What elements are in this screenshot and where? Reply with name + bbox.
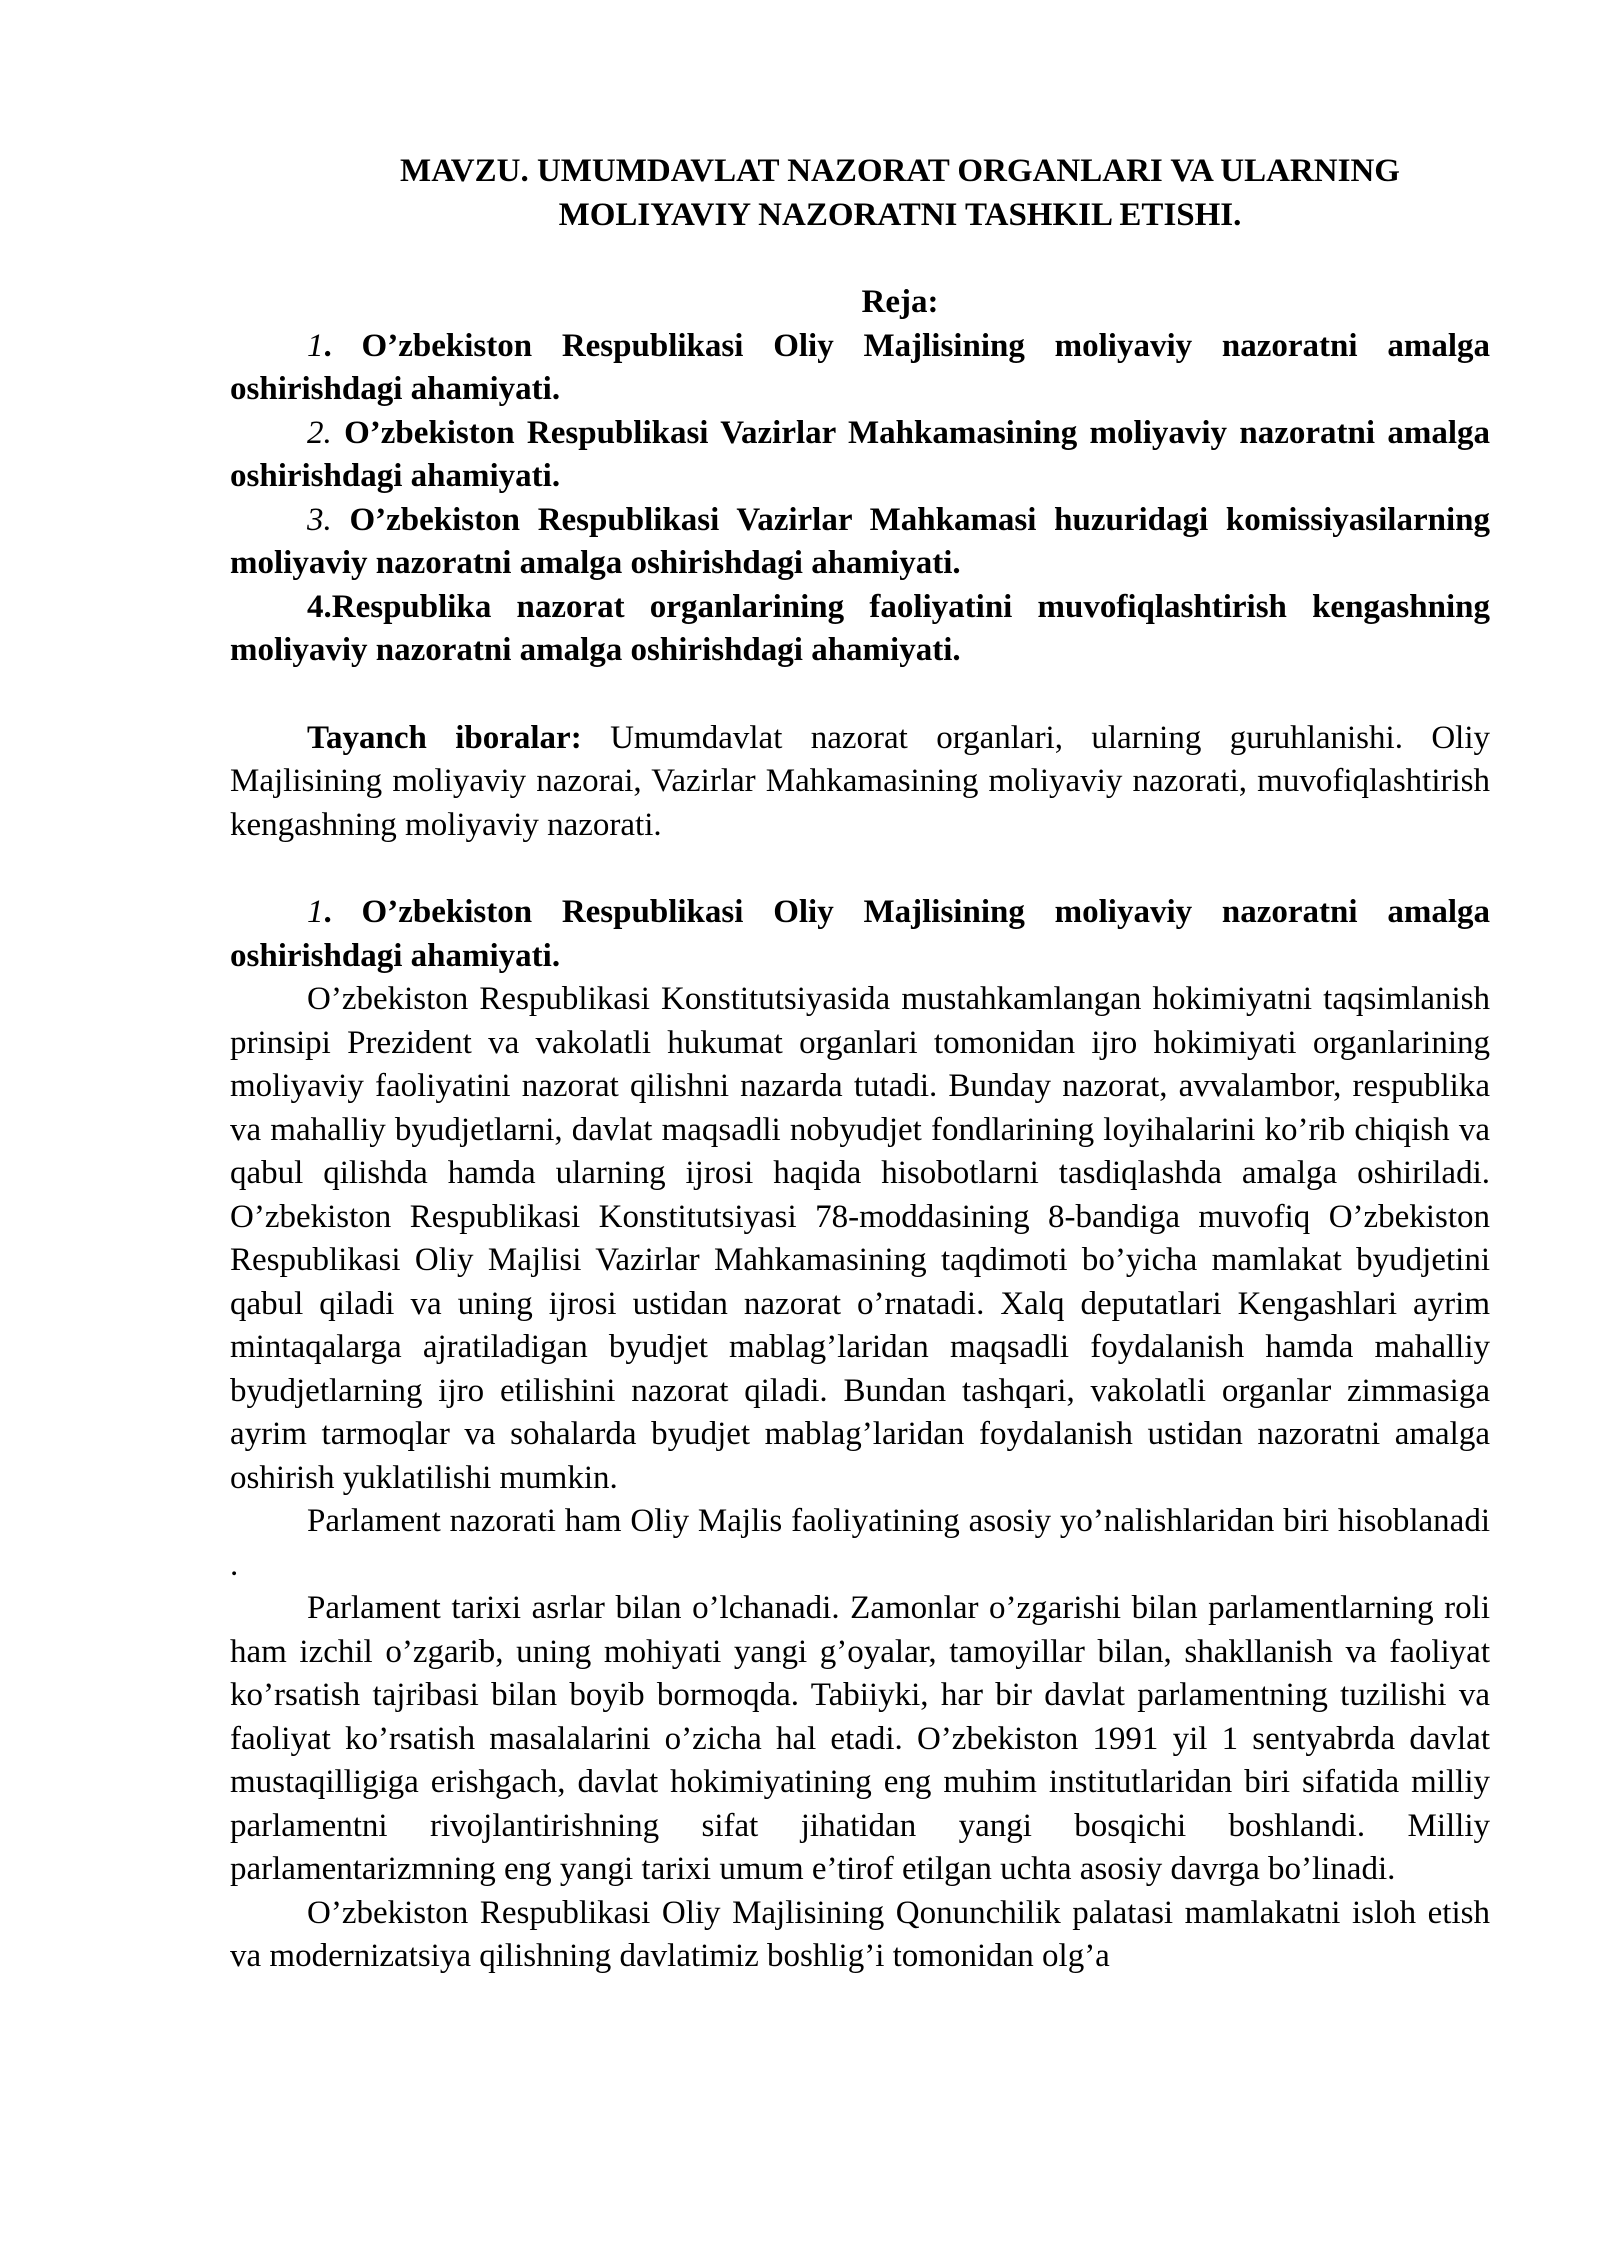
- plan-item-3: [230, 499, 1490, 586]
- body-paragraph-3: Parlament tarixi asrlar bilan o’lchanadi. Zamonlar o’zgarishi bilan parlamentlarning roli ham izchil o’zgarib, uning mohiyati yangi g’oyalar, tamoyillar bilan, shakllanish va faoliyat ko’rsatish tajribasi bilan boyib bormoqda. Tabiiyki, har bir davlat parlamentning tuzilishi va faoliyat ko’rsatish masalalarini o’zicha hal etadi. O’zbekiston 1991 yil 1 sentyabrda davlat mustaqilligiga erishgach, davlat hokimiyatining eng muhim institutlaridan biri sifatida milliy parlamentni rivojlantirishning sifat jihatidan yangi bosqichi boshlandi. Milliy parlamentarizmning eng yangi tarixi umum e’tirof etilgan uchta asosiy davrga bo’linadi.: [230, 1590, 1490, 1887]
- keywords-label: Tayanch iboralar:: [307, 719, 582, 756]
- document-title: [230, 150, 1490, 237]
- section-number: 1: [307, 894, 324, 930]
- body-paragraph-1: O’zbekiston Respublikasi Konstitutsiyasida mustahkamlangan hokimiyatni taqsimlanish prinsipi Prezident va vakolatli hukumat organlari tomonidan ijro hokimiyati organlarining moliyaviy faoliyatini nazorat qilishni nazarda tutadi. Bunday nazorat, avvalambor, respublika va mahalliy byudjetlarni, davlat maqsadli nobyudjet fondlarining loyihalarini ko’rib chiqish va qabul qilishda hamda ularning ijrosi haqida hisobotlarni tasdiqlashda amalga oshiriladi. O’zbekiston Respublikasi Konstitutsiyasi 78-moddasining 8-bandiga muvofiq O’zbekiston Respublikasi Oliy Majlisi Vazirlar Mahkamasining taqdimoti bo’yicha mamlakat byudjetini qabul qiladi va uning ijrosi ustidan nazorat o’rnatadi. Xalq deputatlari Kengashlari ayrim mintaqalarga ajratiladigan byudjet mablag’laridan maqsadli foydalanish hamda mahalliy byudjetlarning ijro etilishini nazorat qiladi. Bundan tashqari, vakolatli organlar zimmasiga ayrim tarmoqlar va sohalarda byudjet mablag’laridan foydalanish ustidan nazoratni amalga oshirish yuklatilishi mumkin.: [230, 981, 1490, 1496]
- plan-item-text: O’zbekiston Respublikasi Vazirlar Mahkamasining moliyaviy nazoratni amalga oshirishdagi ahamiyati.: [230, 414, 1490, 494]
- plan-item-number: 2.: [307, 414, 332, 451]
- title-line-1: MAVZU. UMUMDAVLAT NAZORAT ORGANLARI VA ULARNING: [400, 153, 1400, 189]
- keywords-text: Umumdavlat nazorat organlari, ularning guruhlanishi. Oliy Majlisining moliyaviy nazorai, Vazirlar Mahkamasining moliyaviy nazorati, muvofiqlashtirish kengashning moliyaviy nazorati.: [230, 719, 1490, 843]
- plan-item-text: . O’zbekiston Respublikasi Oliy Majlisining moliyaviy nazoratni amalga oshirishdagi ahamiyati.: [230, 327, 1490, 407]
- plan-item-number: 3.: [307, 501, 332, 538]
- plan-item-4: [230, 586, 1490, 673]
- plan-item-1: [230, 325, 1490, 412]
- plan-item-number: 1: [307, 327, 324, 364]
- spacer: [230, 847, 1490, 891]
- keywords-paragraph: [230, 717, 1490, 848]
- section-heading: [230, 891, 1490, 978]
- plan-item-text: O’zbekiston Respublikasi Vazirlar Mahkamasi huzuridagi komissiyasilarning moliyaviy nazoratni amalga oshirishdagi ahamiyati.: [230, 501, 1490, 581]
- section-heading-text: . O’zbekiston Respublikasi Oliy Majlisining moliyaviy nazoratni amalga oshirishdagi ahamiyati.: [230, 894, 1490, 974]
- body-paragraph-4: O’zbekiston Respublikasi Oliy Majlisining Qonunchilik palatasi mamlakatni isloh etish va modernizatsiya qilishning davlatimiz boshlig’i tomonidan olg’a: [230, 1894, 1490, 1974]
- document-page: [230, 150, 1490, 1979]
- spacer: [230, 673, 1490, 717]
- plan-heading: Reja:: [861, 284, 939, 320]
- plan-item-2: [230, 412, 1490, 499]
- plan-item-text: 4.Respublika nazorat organlarining faoliyatini muvofiqlashtirish kengashning moliyaviy nazoratni amalga oshirishdagi ahamiyati.: [230, 588, 1490, 668]
- spacer: [230, 237, 1490, 281]
- body-paragraph-2: Parlament nazorati ham Oliy Majlis faoliyatining asosiy yo’nalishlaridan biri hisoblanadi .: [230, 1503, 1490, 1583]
- title-line-2: MOLIYAVIY NAZORATNI TASHKIL ETISHI.: [558, 196, 1242, 233]
